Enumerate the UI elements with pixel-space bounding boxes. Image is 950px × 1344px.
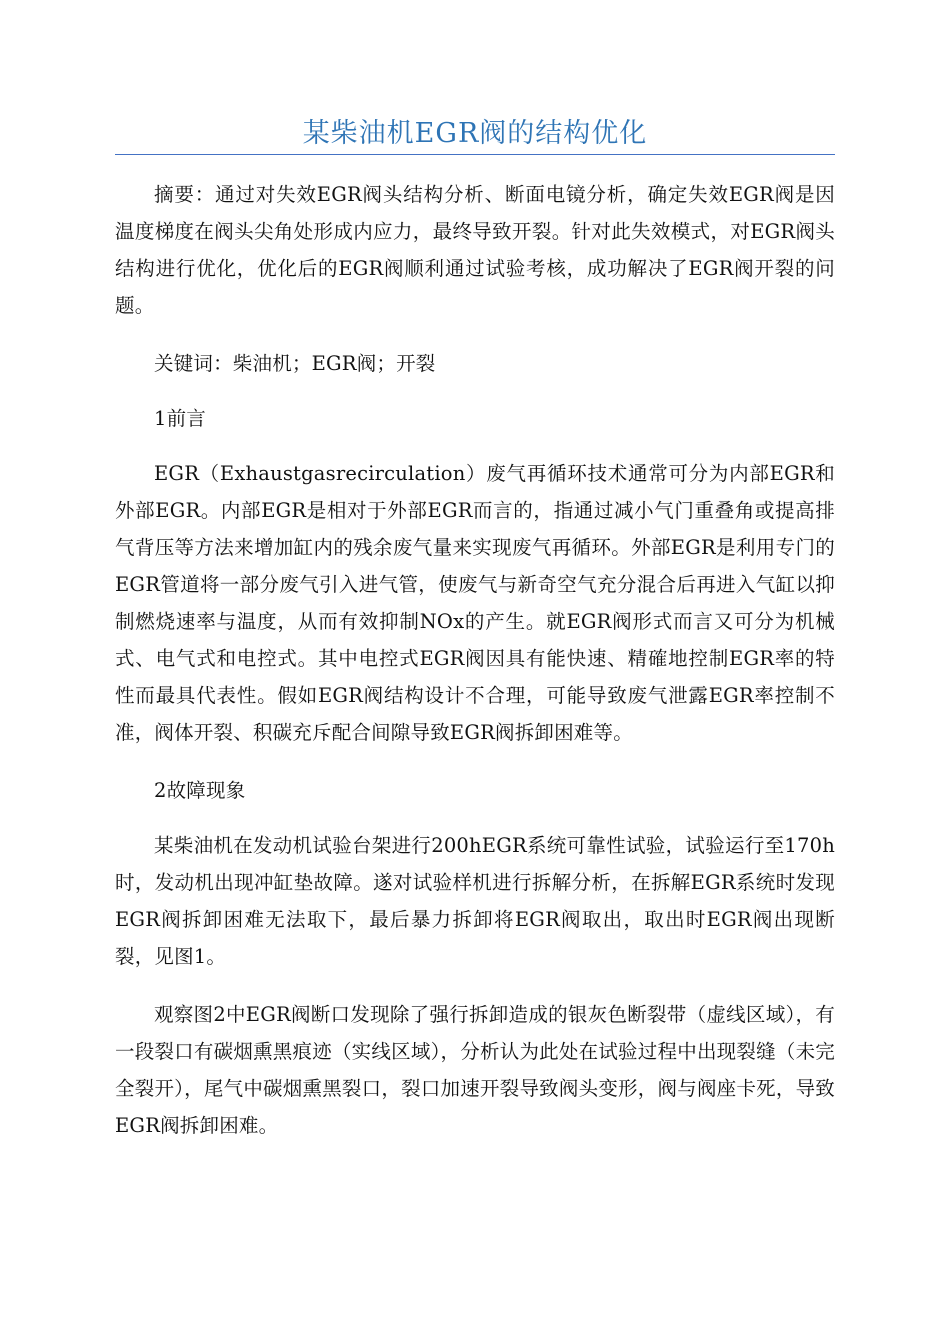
document-title: 某柴油机EGR阀的结构优化 xyxy=(302,118,648,149)
document-body xyxy=(115,176,835,1165)
section-1-heading: 1前言 xyxy=(154,407,207,430)
section-2-paragraph-1: 某柴油机在发动机试验台架进行200hEGR系统可靠性试验，试验运行至170h时，发动机出现冲缸垫故障。遂对试验样机进行拆解分析，在拆解EGR系统时发现EGR阀拆卸困难无法取下，最后暴力拆卸将EGR阀取出，取出时EGR阀出现断裂，见图1。 xyxy=(115,834,835,968)
section-2-heading: 2故障现象 xyxy=(154,779,246,802)
section-1-paragraph: EGR（Exhaustgasrecirculation）废气再循环技术通常可分为内部EGR和外部EGR。内部EGR是相对于外部EGR而言的，指通过减小气门重叠角或提高排气背压等方法来增加缸内的残余废气量来实现废气再循环。外部EGR是利用专门的EGR管道将一部分废气引入进气管，使废气与新奇空气充分混合后再进入气缸以抑制燃烧速率与温度，从而有效抑制NOx的产生。就EGR阀形式而言又可分为机械式、电气式和电控式。其中电控式EGR阀因具有能快速、精確地控制EGR率的特性而最具代表性。假如EGR阀结构设计不合理，可能导致废气泄露EGR率控制不准，阀体开裂、积碳充斥配合间隙导致EGR阀拆卸困难等。 xyxy=(115,462,835,744)
title-underline xyxy=(115,154,835,155)
keywords-line: 关键词：柴油机；EGR阀；开裂 xyxy=(154,352,436,375)
abstract-paragraph: 摘要：通过对失效EGR阀头结构分析、断面电镜分析，确定失效EGR阀是因温度梯度在阀头尖角处形成内应力，最终导致开裂。针对此失效模式，对EGR阀头结构进行优化，优化后的EGR阀顺利通过试验考核，成功解决了EGR阀开裂的问题。 xyxy=(115,183,835,317)
section-2-paragraph-2: 观察图2中EGR阀断口发现除了强行拆卸造成的银灰色断裂带（虚线区域），有一段裂口有碳烟熏黑痕迹（实线区域），分析认为此处在试验过程中出现裂缝（未完全裂开），尾气中碳烟熏黑裂口，裂口加速开裂导致阀头变形，阀与阀座卡死，导致EGR阀拆卸困难。 xyxy=(115,1003,835,1137)
